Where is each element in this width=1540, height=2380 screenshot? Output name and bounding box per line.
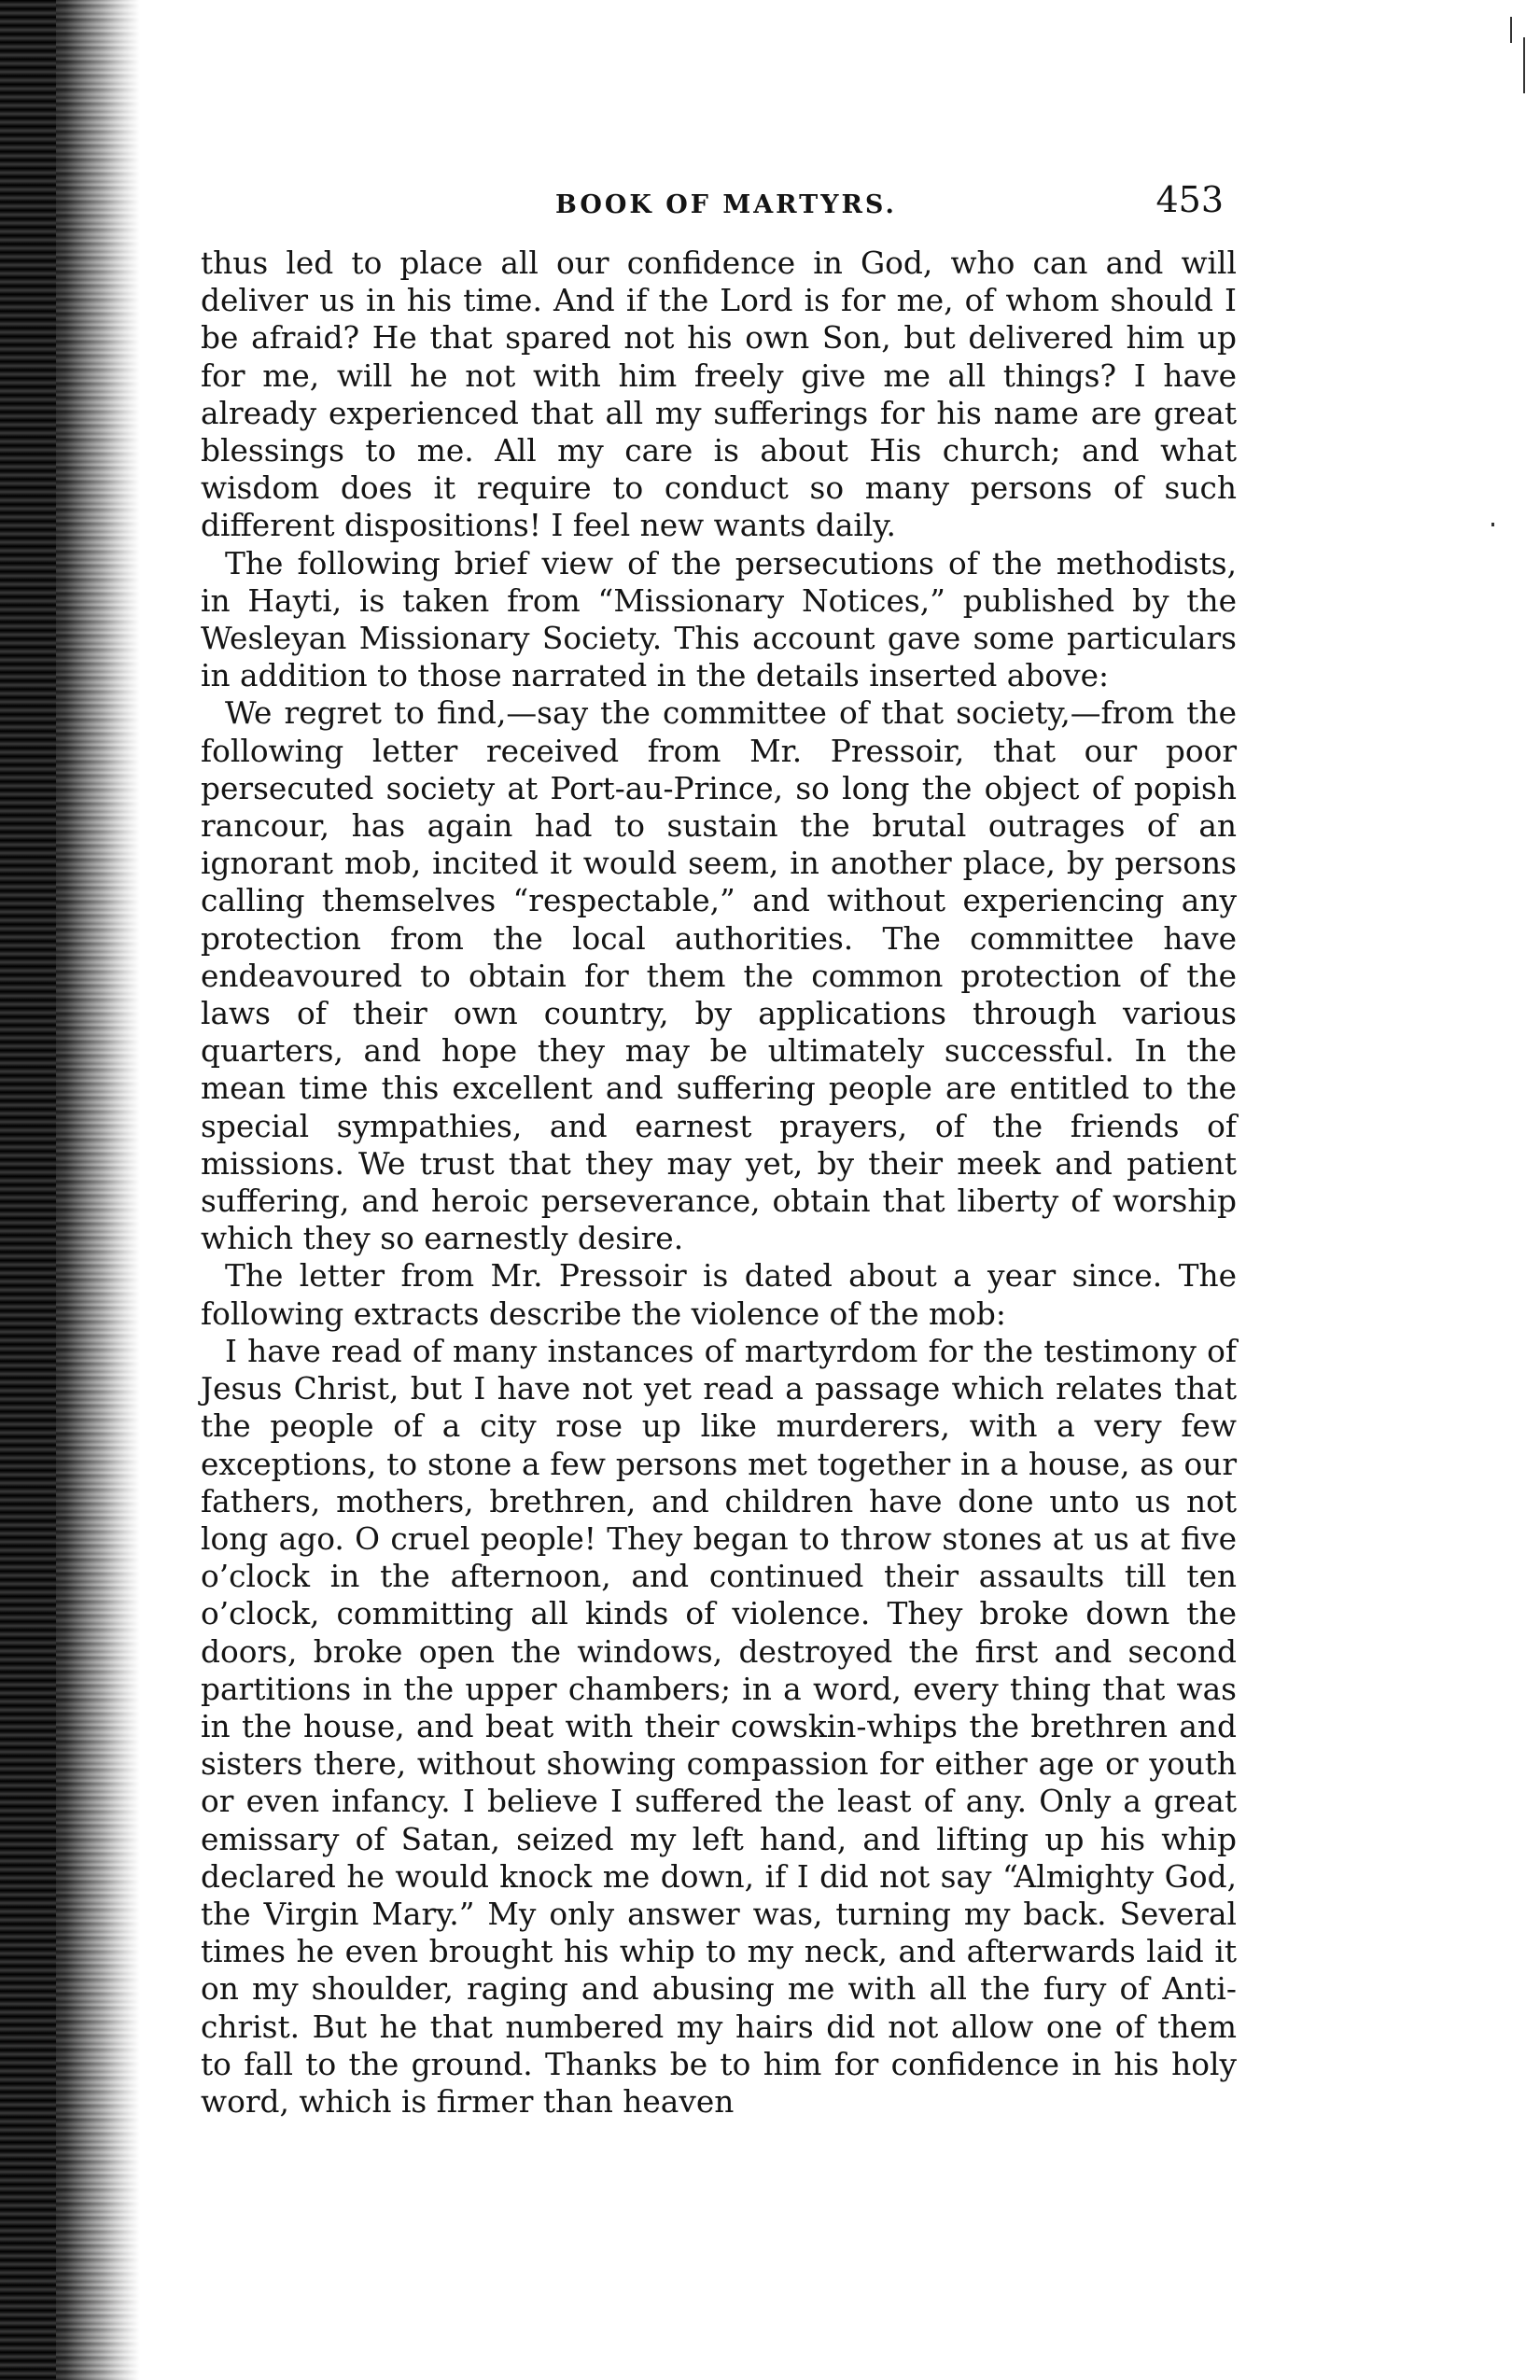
paragraph-letter-intro: The letter from Mr. Pressoir is dated about a year since. The following extracts describe the violence of the mob: <box>201 1258 1237 1332</box>
page-number: 453 <box>1155 179 1224 220</box>
body-text <box>201 245 1237 2121</box>
paragraph-committee-statement: We regret to find,—say the committee of that society,—from the following letter received from Mr. Pressoir, that our poor persecuted society at Port-au-Prince, so long the object of popish rancour, has again had to sustain the brutal outrages of an ignorant mob, incited it would seem, in another place, by persons calling themselves “respectable,” and without experiencing any protection from the local authorities. The committee have endeavoured to obtain for them the common protection of the laws of their own country, by applications through various quarters, and hope they may be ultimately successful. In the mean time this excellent and suffering people are entitled to the special sympathies, and earnest prayers, of the friends of missions. We trust that they may yet, by their meek and patient suffering, and heroic perseverance, obtain that liberty of worship which they so earnestly desire. <box>201 695 1237 1257</box>
paragraph-pressoir-letter: I have read of many instances of martyrdom for the testimony of Jesus Christ, but I have not yet read a passage which relates that the people of a city rose up like murderers, with a very few exceptions, to stone a few persons met together in a house, as our fathers, mothers, brethren, and children have done unto us not long ago. O cruel people! They began to throw stones at us at five o’clock in the afternoon, and continued their assaults till ten o’clock, committing all kinds of violence. They broke down the doors, broke open the windows, destroyed the first and second partitions in the upper chambers; in a word, every thing that was in the house, and beat with their cowskin-whips the brethren and sisters there, without showing compassion for either age or youth or even infancy. I believe I suffered the least of any. Only a great emissary of Satan, seized my left hand, and lifting up his whip declared he would knock me down, if I did not say “Almighty God, the Virgin Mary.” My only answer was, turning my back. Several times he even brought his whip to my neck, and afterwards laid it on my shoulder, raging and abusing me with all the fury of Anti-christ. But he that numbered my hairs did not allow one of them to fall to the ground. Thanks be to him for confidence in his holy word, which is firmer than heaven <box>201 1333 1237 2120</box>
scan-speck <box>1510 17 1512 43</box>
scan-binding-shadow <box>0 0 56 2380</box>
paragraph-continued: thus led to place all our confidence in God, who can and will deliver us in his time. And if the Lord is for me, of whom should I be afraid? He that spared not his own Son, but delivered him up for me, will he not with him freely give me all things? I have already experienced that all my sufferings for his name are great blessings to me. All my care is about His church; and what wisdom does it require to conduct so many persons of such different dispositions! I feel new wants daily. <box>201 245 1237 544</box>
paragraph-persecutions-intro: The following brief view of the persecutions of the methodists, in Hayti, is taken from “Missionary Notices,” published by the Wesleyan Missionary Society. This account gave some particulars in addition to those narrated in the details inserted above: <box>201 545 1237 694</box>
scan-binding-edge <box>0 0 140 2380</box>
scan-speck <box>1523 37 1525 93</box>
book-page <box>201 179 1237 2121</box>
running-head <box>201 179 1237 245</box>
running-title: BOOK OF MARTYRS. <box>555 190 897 219</box>
scan-speck <box>1491 523 1494 526</box>
